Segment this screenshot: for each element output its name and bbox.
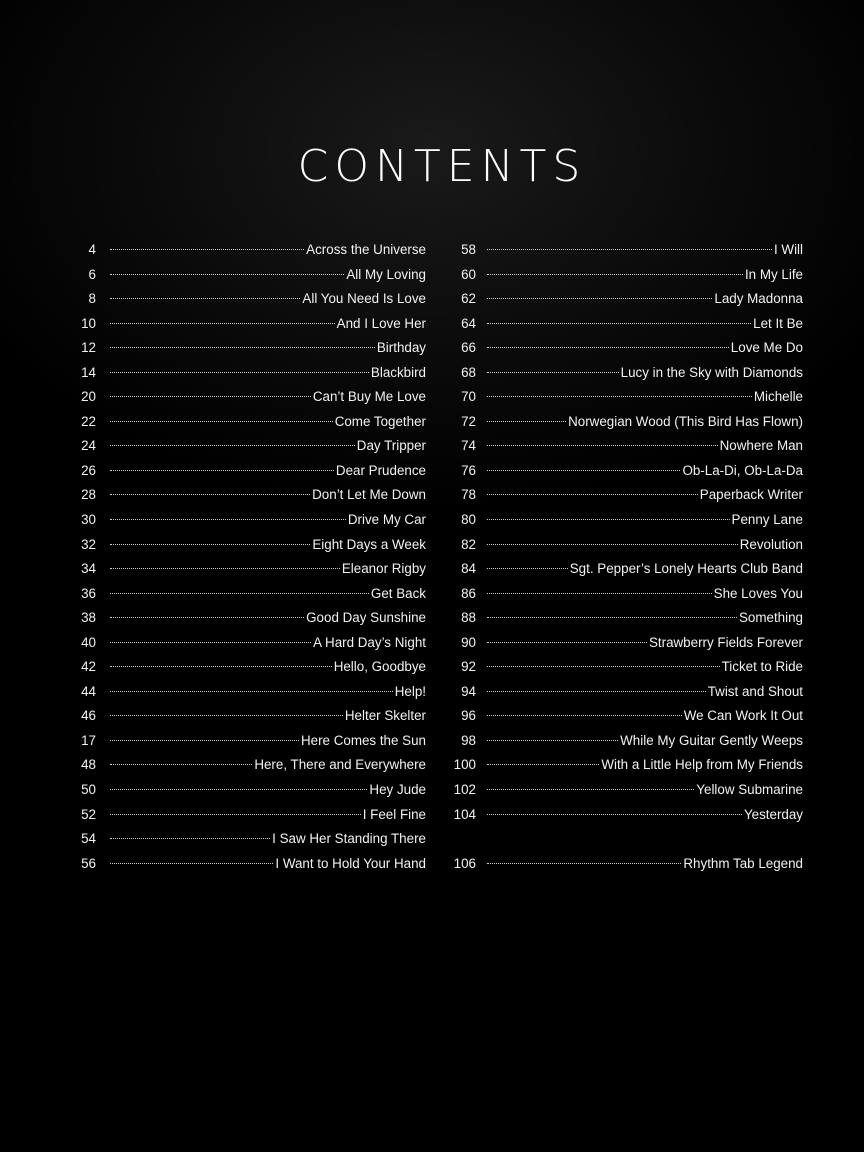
page-number: 104 [453, 806, 476, 822]
page-number: 88 [461, 610, 476, 626]
dot-leader [487, 470, 680, 471]
toc-entry [446, 361, 803, 386]
song-title: Twist and Shout [707, 683, 803, 699]
toc-entry [70, 385, 426, 410]
song-title: While My Guitar Gently Weeps [620, 732, 803, 748]
page-number: 64 [461, 315, 476, 331]
toc-entry [70, 312, 426, 337]
dot-leader [110, 715, 343, 716]
dot-leader [110, 421, 333, 422]
dot-leader [110, 642, 311, 643]
dot-leader [110, 789, 367, 790]
toc-entry [446, 631, 803, 656]
toc-entry [70, 704, 426, 729]
song-title: Revolution [739, 536, 803, 552]
page-number: 34 [81, 561, 96, 577]
dot-leader [110, 372, 369, 373]
song-title: Helter Skelter [344, 708, 426, 724]
song-title: Come Together [334, 413, 426, 429]
toc-entry [446, 336, 803, 361]
page-number: 48 [81, 757, 96, 773]
toc-entry [446, 312, 803, 337]
song-title: Good Day Sunshine [306, 610, 426, 626]
toc-entry [70, 753, 426, 778]
toc-right-column [446, 238, 803, 876]
song-title: Lady Madonna [714, 291, 803, 307]
dot-leader [487, 814, 742, 815]
song-title: Lucy in the Sky with Diamonds [620, 364, 803, 380]
song-title: Let It Be [753, 315, 803, 331]
page-number: 82 [461, 536, 476, 552]
dot-leader [110, 494, 310, 495]
toc-entry [70, 287, 426, 312]
dot-leader [487, 863, 681, 864]
dot-leader [487, 642, 647, 643]
page-number: 58 [461, 242, 476, 257]
toc-entry [70, 778, 426, 803]
dot-leader [110, 593, 369, 594]
toc-entry [70, 827, 426, 852]
toc-entry [70, 483, 426, 508]
toc-entry [70, 582, 426, 607]
song-title: Ticket to Ride [721, 659, 803, 675]
song-title: Michelle [753, 389, 803, 405]
song-title: All You Need Is Love [302, 291, 426, 307]
dot-leader [110, 617, 304, 618]
toc-entry [70, 606, 426, 631]
dot-leader [110, 838, 270, 839]
toc-entry [446, 434, 803, 459]
toc-entry [446, 803, 803, 828]
page-number: 10 [81, 315, 96, 331]
song-title: Blackbird [370, 364, 426, 380]
song-title: Birthday [376, 340, 426, 356]
song-title: Yesterday [743, 806, 803, 822]
dot-leader [110, 274, 344, 275]
dot-leader [110, 396, 311, 397]
page-number: 106 [453, 855, 476, 871]
toc-entry [446, 385, 803, 410]
toc-entry [70, 263, 426, 288]
song-title: Penny Lane [731, 512, 803, 528]
page-number: 76 [461, 462, 476, 478]
toc-entry [446, 753, 803, 778]
page-number: 22 [81, 413, 96, 429]
dot-leader [110, 249, 304, 250]
toc-entry [70, 729, 426, 754]
page-number: 98 [461, 732, 476, 748]
toc-entry [446, 263, 803, 288]
toc-entry [446, 557, 803, 582]
song-title: Get Back [370, 585, 426, 601]
toc-entry [446, 704, 803, 729]
page-number: 54 [81, 831, 96, 847]
page-number: 14 [81, 364, 96, 380]
dot-leader [110, 470, 334, 471]
toc-entry [70, 655, 426, 680]
song-title: Hey Jude [369, 782, 426, 798]
toc-entry [70, 410, 426, 435]
toc-entry [446, 483, 803, 508]
dot-leader [110, 764, 252, 765]
song-title: We Can Work It Out [683, 708, 803, 724]
dot-leader [487, 347, 729, 348]
page-number: 28 [81, 487, 96, 503]
toc-entry [446, 238, 803, 263]
toc-entry [446, 533, 803, 558]
song-title: Something [738, 610, 803, 626]
page-number: 17 [81, 732, 96, 748]
dot-leader [487, 249, 772, 250]
song-title: Strawberry Fields Forever [648, 634, 803, 650]
dot-leader [487, 298, 712, 299]
song-title: Can’t Buy Me Love [312, 389, 426, 405]
song-title: In My Life [744, 266, 803, 282]
dot-leader [487, 396, 752, 397]
dot-leader [487, 691, 706, 692]
page-number: 24 [81, 438, 96, 454]
toc-entry [70, 508, 426, 533]
toc-entry [446, 582, 803, 607]
dot-leader [110, 298, 300, 299]
page-number: 56 [81, 855, 96, 871]
song-title: And I Love Her [336, 315, 426, 331]
page-number: 74 [461, 438, 476, 454]
song-title: Hello, Goodbye [333, 659, 426, 675]
page-number: 38 [81, 610, 96, 626]
song-title: I Want to Hold Your Hand [275, 855, 426, 871]
song-title: I Saw Her Standing There [272, 831, 426, 847]
toc-entry [446, 729, 803, 754]
toc-entry [70, 557, 426, 582]
toc-entry [446, 508, 803, 533]
song-title: Nowhere Man [719, 438, 803, 454]
dot-leader [110, 740, 299, 741]
dot-leader [487, 372, 619, 373]
dot-leader [487, 323, 751, 324]
song-title: Help! [394, 683, 426, 699]
song-title: Here, There and Everywhere [254, 757, 426, 773]
dot-leader [110, 863, 273, 864]
page-number: 8 [88, 291, 96, 307]
song-title: Day Tripper [356, 438, 426, 454]
dot-leader [487, 617, 737, 618]
dot-leader [110, 347, 375, 348]
dot-leader [487, 666, 720, 667]
dot-leader [487, 568, 568, 569]
toc-entry [446, 655, 803, 680]
page-number: 84 [461, 561, 476, 577]
page-number: 44 [81, 683, 96, 699]
page-number: 42 [81, 659, 96, 675]
dot-leader [487, 764, 599, 765]
toc-entry [70, 803, 426, 828]
toc-entry [70, 533, 426, 558]
song-title: Don’t Let Me Down [312, 487, 426, 503]
page-number: 20 [81, 389, 96, 405]
page-number: 66 [461, 340, 476, 356]
dot-leader [110, 544, 310, 545]
page-number: 94 [461, 683, 476, 699]
dot-leader [487, 544, 738, 545]
song-title: I Feel Fine [362, 806, 426, 822]
song-title: Paperback Writer [699, 487, 803, 503]
dot-leader [487, 494, 698, 495]
toc-entry [446, 778, 803, 803]
toc-entry [446, 680, 803, 705]
page-number: 96 [461, 708, 476, 724]
dot-leader [110, 445, 355, 446]
song-title: Love Me Do [730, 340, 803, 356]
page-number: 46 [81, 708, 96, 724]
song-title: Drive My Car [347, 512, 426, 528]
dot-leader [110, 691, 393, 692]
page-number: 4 [88, 242, 96, 257]
dot-leader [487, 421, 566, 422]
dot-leader [110, 814, 361, 815]
song-title: Norwegian Wood (This Bird Has Flown) [568, 413, 803, 429]
toc-entry [70, 631, 426, 656]
toc-entry [446, 606, 803, 631]
toc-entry [70, 434, 426, 459]
song-title: Across the Universe [306, 242, 426, 257]
song-title: All My Loving [346, 266, 426, 282]
page-number: 36 [81, 585, 96, 601]
toc-entry [70, 361, 426, 386]
page-number: 80 [461, 512, 476, 528]
dot-leader [487, 445, 718, 446]
dot-leader [487, 740, 618, 741]
dot-leader [110, 323, 335, 324]
page-number: 92 [461, 659, 476, 675]
song-title: Ob-La-Di, Ob-La-Da [682, 462, 803, 478]
toc-entry [70, 459, 426, 484]
toc-entry [446, 459, 803, 484]
page-number: 70 [461, 389, 476, 405]
page-number: 32 [81, 536, 96, 552]
toc-entry [446, 852, 803, 877]
song-title: Yellow Submarine [696, 782, 803, 798]
page-number: 12 [81, 340, 96, 356]
song-title: Here Comes the Sun [300, 732, 426, 748]
page-number: 60 [461, 266, 476, 282]
toc-entry [70, 238, 426, 263]
page-number: 78 [461, 487, 476, 503]
song-title: Eight Days a Week [312, 536, 426, 552]
page-number: 30 [81, 512, 96, 528]
page-number: 6 [88, 266, 96, 282]
dot-leader [110, 568, 340, 569]
toc-entry [70, 680, 426, 705]
page-number: 68 [461, 364, 476, 380]
page-number: 62 [461, 291, 476, 307]
song-title: Sgt. Pepper’s Lonely Hearts Club Band [569, 561, 803, 577]
dot-leader [110, 519, 346, 520]
song-title: She Loves You [713, 585, 803, 601]
dot-leader [487, 274, 743, 275]
song-title: Dear Prudence [335, 462, 426, 478]
song-title: Eleanor Rigby [341, 561, 426, 577]
page-number: 72 [461, 413, 476, 429]
page-title: CONTENTS [297, 141, 587, 192]
song-title: I Will [773, 242, 803, 257]
toc-left-column [70, 238, 426, 876]
dot-leader [487, 789, 694, 790]
page-number: 90 [461, 634, 476, 650]
toc-entry [446, 287, 803, 312]
dot-leader [487, 593, 712, 594]
dot-leader [110, 666, 332, 667]
page-number: 52 [81, 806, 96, 822]
page-number: 86 [461, 585, 476, 601]
song-title: With a Little Help from My Friends [601, 757, 803, 773]
page-number: 100 [453, 757, 476, 773]
page-number: 26 [81, 462, 96, 478]
toc-entry [70, 336, 426, 361]
toc-entry [70, 852, 426, 877]
page-number: 50 [81, 782, 96, 798]
dot-leader [487, 519, 730, 520]
page-number: 102 [453, 782, 476, 798]
toc-entry [446, 410, 803, 435]
page-number: 40 [81, 634, 96, 650]
dot-leader [487, 715, 682, 716]
song-title: A Hard Day’s Night [313, 634, 426, 650]
song-title: Rhythm Tab Legend [683, 855, 803, 871]
